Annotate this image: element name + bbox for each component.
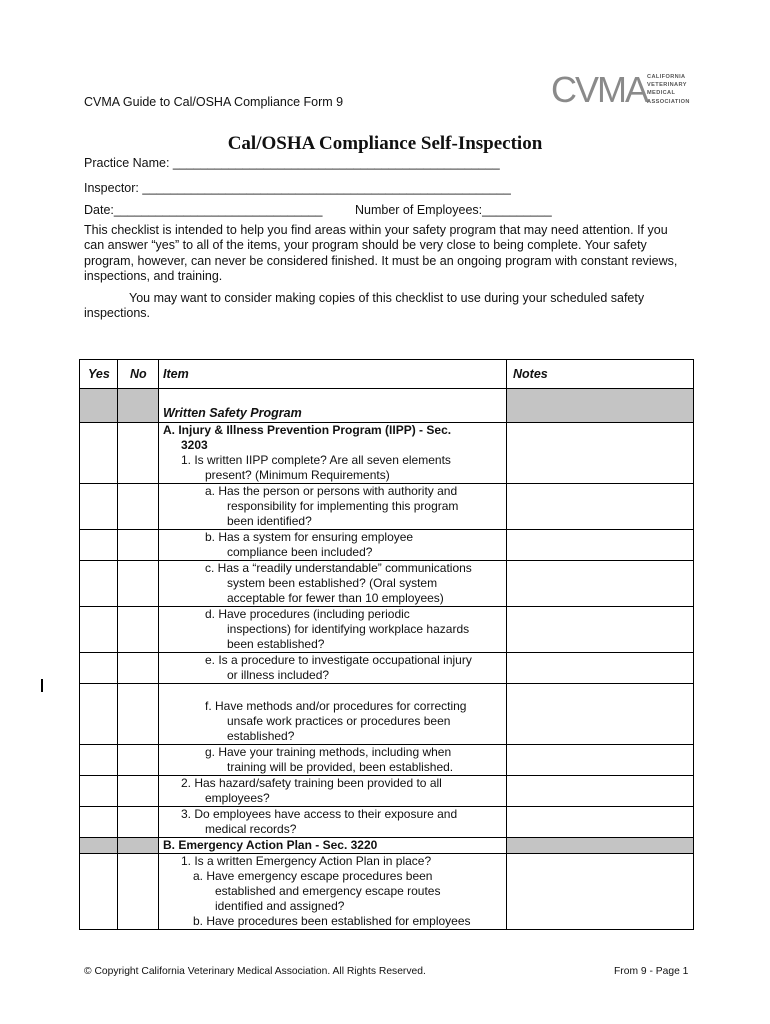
notes-cell[interactable] bbox=[507, 776, 694, 807]
checklist-row bbox=[80, 561, 694, 607]
item-text: established? bbox=[227, 729, 295, 743]
practice-name-field[interactable]: Practice Name: _______________________________________________ bbox=[84, 156, 500, 170]
header-notes: Notes bbox=[507, 360, 694, 389]
item-text: 3. Do employees have access to their exposure and bbox=[181, 807, 458, 821]
item-cell bbox=[159, 776, 507, 807]
no-cell[interactable] bbox=[118, 745, 159, 776]
copies-paragraph: You may want to consider making copies of this checklist to use during your scheduled safety inspections. bbox=[84, 291, 645, 321]
item-text: g. Have your training methods, including when bbox=[205, 745, 452, 759]
item-text: identified and assigned? bbox=[215, 899, 345, 913]
page-title: Cal/OSHA Compliance Self-Inspection bbox=[227, 133, 543, 154]
item-text: employees? bbox=[205, 791, 270, 805]
item-text: b. Has a system for ensuring employee bbox=[205, 530, 414, 544]
yes-cell[interactable] bbox=[80, 389, 118, 423]
item-text: established and emergency escape routes bbox=[215, 884, 441, 898]
date-field[interactable]: Date:______________________________ bbox=[84, 203, 323, 217]
intro-paragraph: This checklist is intended to help you find areas within your safety program that may need attention. If you can answer “yes” to all of the items, your program should be very close to being complete. Your safety program, however, can never be considered finished. It must be an ongoing program with constant reviews, inspections, and training. bbox=[84, 223, 678, 283]
no-cell[interactable] bbox=[118, 653, 159, 684]
section-row bbox=[80, 389, 694, 423]
section-title: B. Emergency Action Plan - Sec. 3220 bbox=[159, 838, 507, 854]
item-text: A. Injury & Illness Prevention Program (IIPP) - Sec. bbox=[163, 423, 452, 437]
notes-cell[interactable] bbox=[507, 653, 694, 684]
notes-cell[interactable] bbox=[507, 684, 694, 745]
item-cell bbox=[159, 854, 507, 930]
item-cell bbox=[159, 684, 507, 745]
item-text: unsafe work practices or procedures been bbox=[227, 714, 451, 728]
item-cell bbox=[159, 484, 507, 530]
yes-cell[interactable] bbox=[80, 745, 118, 776]
item-text bbox=[159, 684, 506, 699]
item-cell bbox=[159, 423, 507, 484]
checklist-row bbox=[80, 484, 694, 530]
yes-cell[interactable] bbox=[80, 684, 118, 745]
margin-mark bbox=[41, 679, 43, 692]
yes-cell[interactable] bbox=[80, 530, 118, 561]
checklist-row bbox=[80, 684, 694, 745]
item-text: been established? bbox=[227, 637, 325, 651]
no-cell[interactable] bbox=[118, 776, 159, 807]
checklist-row bbox=[80, 530, 694, 561]
item-text: acceptable for fewer than 10 employees) bbox=[227, 591, 444, 605]
item-text: 1. Is written IIPP complete? Are all seven elements bbox=[181, 453, 451, 467]
section-title: Written Safety Program bbox=[159, 389, 507, 423]
notes-cell[interactable] bbox=[507, 423, 694, 484]
item-text: medical records? bbox=[205, 822, 297, 836]
notes-cell[interactable] bbox=[507, 561, 694, 607]
item-text: 1. Is a written Emergency Action Plan in place? bbox=[181, 854, 432, 868]
notes-cell[interactable] bbox=[507, 607, 694, 653]
no-cell[interactable] bbox=[118, 389, 159, 423]
item-cell bbox=[159, 530, 507, 561]
checklist-table bbox=[79, 359, 694, 930]
item-text: 3203 bbox=[181, 438, 208, 452]
no-cell[interactable] bbox=[118, 807, 159, 838]
no-cell[interactable] bbox=[118, 530, 159, 561]
item-text: been identified? bbox=[227, 514, 312, 528]
checklist-row bbox=[80, 653, 694, 684]
notes-cell[interactable] bbox=[507, 838, 694, 854]
notes-cell[interactable] bbox=[507, 854, 694, 930]
item-text: inspections) for identifying workplace hazards bbox=[227, 622, 470, 636]
table-header-row bbox=[80, 360, 694, 389]
footer-page-number: From 9 - Page 1 bbox=[614, 966, 689, 977]
item-cell bbox=[159, 807, 507, 838]
employees-field[interactable]: Number of Employees:__________ bbox=[355, 203, 552, 217]
notes-cell[interactable] bbox=[507, 807, 694, 838]
logo-mark: CVMA bbox=[551, 69, 648, 110]
no-cell[interactable] bbox=[118, 561, 159, 607]
no-cell[interactable] bbox=[118, 484, 159, 530]
item-text: training will be provided, been established. bbox=[227, 760, 454, 774]
yes-cell[interactable] bbox=[80, 653, 118, 684]
header-no: No bbox=[118, 360, 159, 389]
item-text: responsibility for implementing this program bbox=[227, 499, 459, 513]
notes-cell[interactable] bbox=[507, 530, 694, 561]
notes-cell[interactable] bbox=[507, 389, 694, 423]
item-text: e. Is a procedure to investigate occupational injury bbox=[205, 653, 472, 667]
item-cell bbox=[159, 745, 507, 776]
yes-cell[interactable] bbox=[80, 607, 118, 653]
yes-cell[interactable] bbox=[80, 776, 118, 807]
cvma-logo bbox=[551, 69, 691, 110]
checklist-row bbox=[80, 854, 694, 930]
checklist-row bbox=[80, 776, 694, 807]
header-yes: Yes bbox=[80, 360, 118, 389]
document-label: CVMA Guide to Cal/OSHA Compliance Form 9 bbox=[84, 95, 344, 109]
item-text: system been established? (Oral system bbox=[227, 576, 438, 590]
yes-cell[interactable] bbox=[80, 854, 118, 930]
checklist-row bbox=[80, 607, 694, 653]
item-text: b. Have procedures been established for employees bbox=[193, 914, 471, 928]
checklist-row bbox=[80, 423, 694, 484]
item-cell bbox=[159, 653, 507, 684]
no-cell[interactable] bbox=[118, 838, 159, 854]
item-text: or illness included? bbox=[227, 668, 330, 682]
item-text: a. Has the person or persons with authority and bbox=[205, 484, 458, 498]
header-item: Item bbox=[159, 360, 507, 389]
no-cell[interactable] bbox=[118, 854, 159, 930]
item-text: 2. Has hazard/safety training been provided to all bbox=[181, 776, 442, 790]
item-text: c. Has a “readily understandable” communications bbox=[205, 561, 472, 575]
notes-cell[interactable] bbox=[507, 484, 694, 530]
checklist-row bbox=[80, 745, 694, 776]
item-cell bbox=[159, 607, 507, 653]
notes-cell[interactable] bbox=[507, 745, 694, 776]
yes-cell[interactable] bbox=[80, 484, 118, 530]
inspector-field[interactable]: Inspector: _____________________________________________________ bbox=[84, 181, 511, 195]
item-text: f. Have methods and/or procedures for correcting bbox=[205, 699, 467, 713]
item-text: a. Have emergency escape procedures been bbox=[193, 869, 433, 883]
yes-cell[interactable] bbox=[80, 423, 118, 484]
section-row bbox=[80, 838, 694, 854]
no-cell[interactable] bbox=[118, 684, 159, 745]
footer-copyright: © Copyright California Veterinary Medical Association. All Rights Reserved. bbox=[84, 966, 426, 977]
yes-cell[interactable] bbox=[80, 807, 118, 838]
yes-cell[interactable] bbox=[80, 561, 118, 607]
item-text: compliance been included? bbox=[227, 545, 373, 559]
item-text: d. Have procedures (including periodic bbox=[205, 607, 410, 621]
item-text: present? (Minimum Requirements) bbox=[205, 468, 390, 482]
checklist-row bbox=[80, 807, 694, 838]
no-cell[interactable] bbox=[118, 423, 159, 484]
yes-cell[interactable] bbox=[80, 838, 118, 854]
no-cell[interactable] bbox=[118, 607, 159, 653]
item-cell bbox=[159, 561, 507, 607]
logo-subtitle: CALIFORNIA VETERINARY MEDICAL ASSOCIATION bbox=[647, 74, 690, 105]
